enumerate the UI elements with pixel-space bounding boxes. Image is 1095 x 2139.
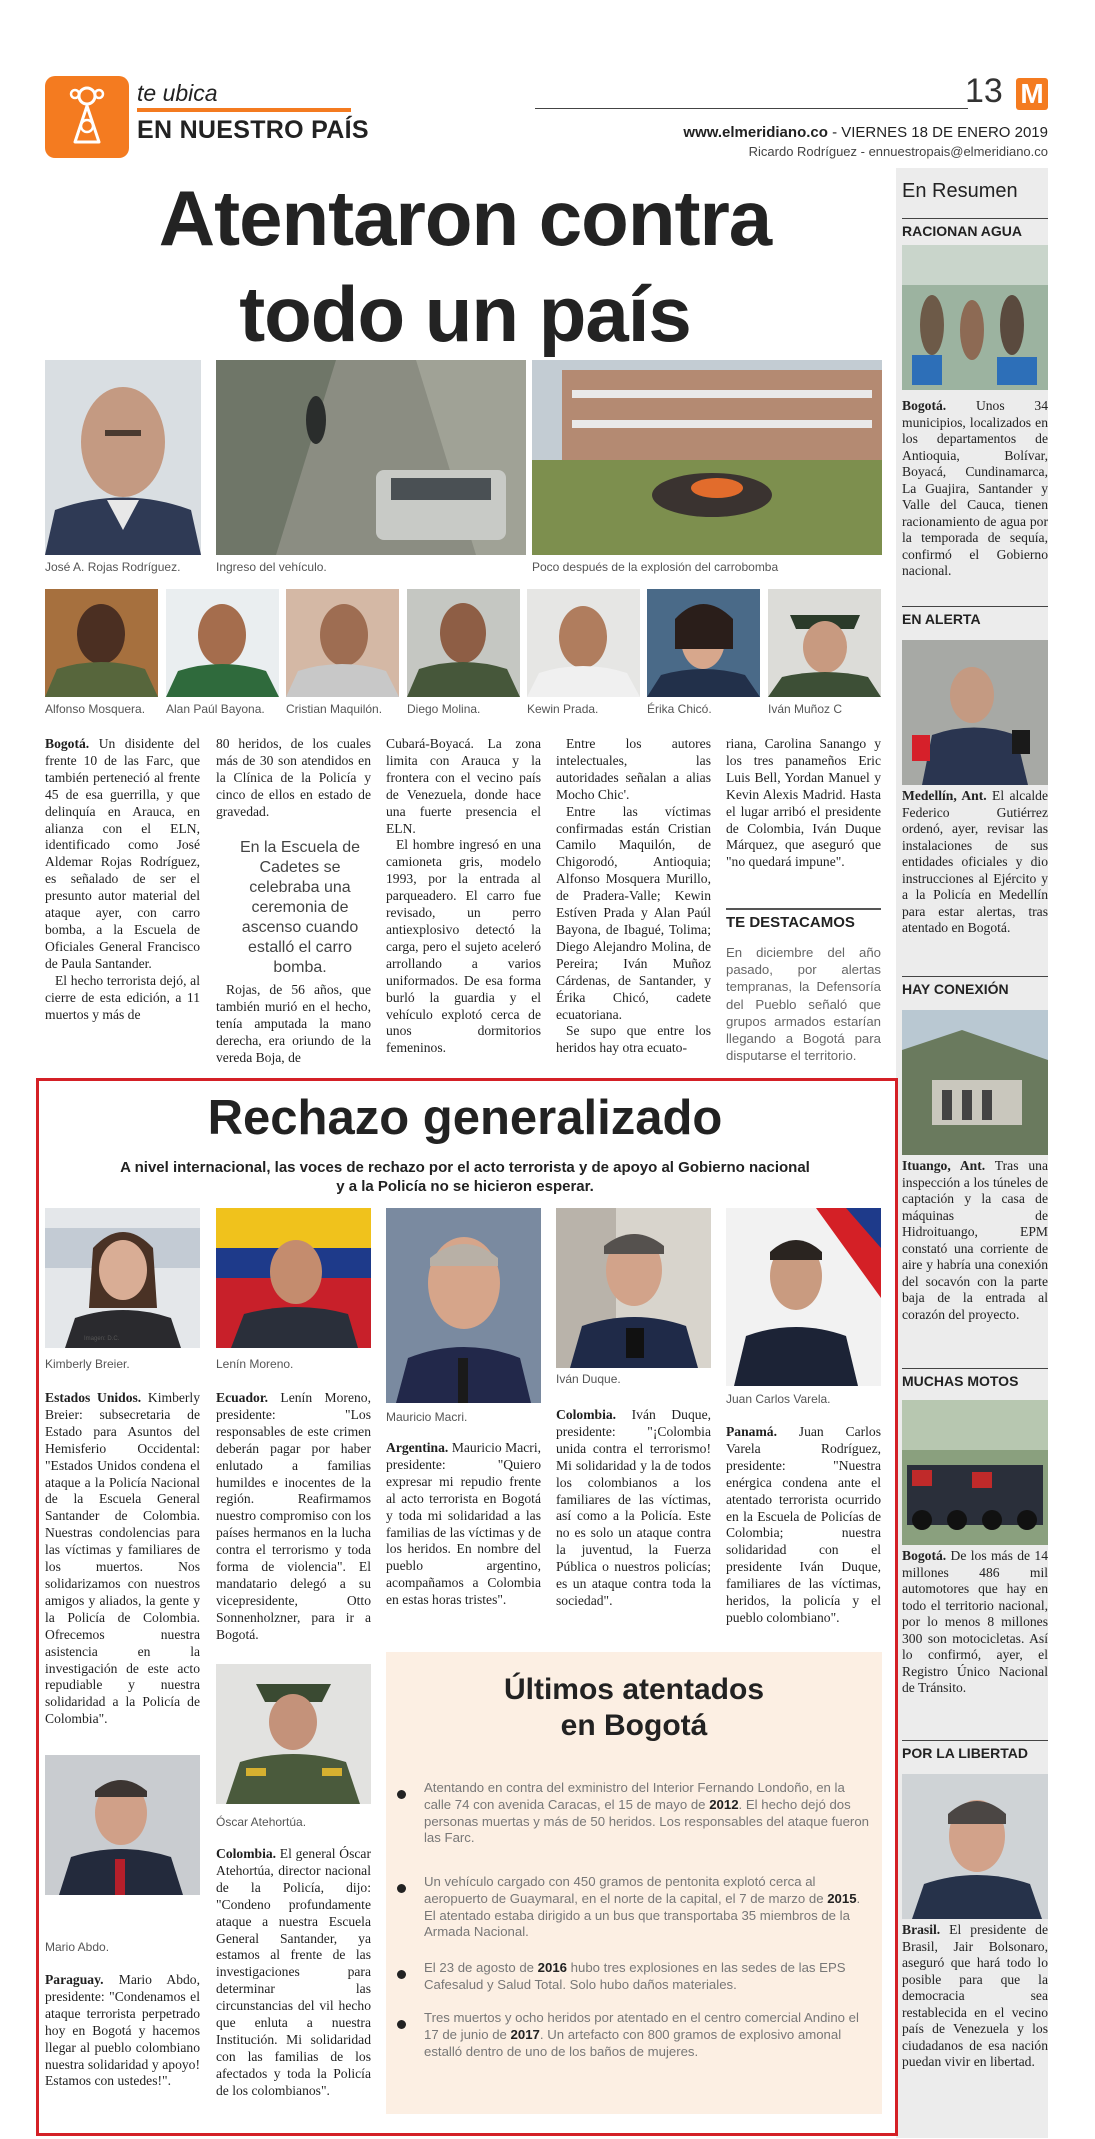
sidebar-text — [902, 1922, 1048, 2071]
article-column-3 — [386, 736, 541, 1057]
item-year: 2017 — [510, 2026, 540, 2042]
sidebar-heading: MUCHAS MOTOS — [902, 1368, 1048, 1389]
paragraph: El presidente de Brasil, Jair Bolsonaro, aseguró que hará todo lo posible para que la democracia sea restablecida en el vecino país de Venezuela y los ciudadanos de esa nación puedan vivir en libertad. — [902, 1922, 1048, 2069]
statement: Juan Carlos Varela Rodríguez, presidente: "Nuestra enérgica condena ante el atentado terrorista ocurrido en la Escuela de Policías de Colombia; nuestra solidaridad con el presidente Iván Duque, familiares de las víctimas, heridos, la policía y el pueblo colombiano". — [726, 1424, 881, 1625]
top-rule — [535, 108, 968, 109]
article-column-4 — [556, 736, 711, 1057]
paragraph: Cubará-Boyacá. La zona limita con Arauca y la frontera con el vecino país de Venezuela, donde hace una fuerte presencia el ELN. — [386, 736, 541, 836]
item-text: . El atentado estaba dirigido a un bus que transportaba 35 miembros de la Armada Nacional. — [424, 1890, 861, 1940]
statement-ecuador — [216, 1390, 371, 1644]
list-item — [424, 1874, 870, 1941]
main-headline — [45, 170, 885, 362]
paragraph: El alcalde Federico Gutiérrez ordenó, ayer, revisar las instalaciones de sus entidades oficiales y dio instrucciones al Ejército y a la Policía en Medellín para estar alertas, tras atentado en Bogotá. — [902, 788, 1048, 935]
item-text: Atentando en contra del exministro del Interior Fernando Londoño, en la calle 74 con avenida Caracas, el 15 de mayo de — [424, 1780, 845, 1812]
pull-quote: En la Escuela de Cadetes se celebraba una ceremonia de ascenso cuando estalló el carro bomba. — [239, 839, 361, 976]
site-date-line — [600, 124, 1048, 141]
headline-line-2: todo un país — [239, 270, 691, 358]
bullet-icon — [397, 1884, 406, 1893]
photo-caption: Ingreso del vehículo. — [216, 560, 327, 574]
paragraph: El hombre ingresó en una camioneta gris, modelo 1993, por la entrada al parqueadero. El carro fue revisado, un perro antiexplosivo detectó la carga, pero el sujeto aceleró arrollando a varios uniformados. De esa forma burló la guardia y el vehículo explotó cerca de unos dormitorios femeninos. — [386, 837, 541, 1056]
list-item — [424, 1960, 870, 1994]
victim-caption: Cristian Maquilón. — [286, 702, 383, 716]
dateline: Bogotá. — [45, 736, 90, 751]
item-text: El 23 de agosto de — [424, 1960, 538, 1975]
paragraph: Se supo que entre los heridos hay otra ecuato- — [556, 1023, 711, 1056]
item-year: 2016 — [537, 1960, 567, 1975]
sidebar-photo-hidroituango — [902, 1010, 1048, 1155]
photo-moreno — [216, 1208, 371, 1348]
victim-photo — [45, 589, 158, 697]
item-text: Un vehículo cargado con 450 gramos de pentonita explotó cerca al aeropuerto de Guaymaral, en el norte de la capital, el 7 de marzo de — [424, 1874, 828, 1906]
statement-colombia-policia — [216, 1846, 371, 2100]
statement-panama — [726, 1424, 881, 1627]
sidebar-text — [902, 398, 1048, 580]
section-kicker: te ubica — [137, 80, 218, 106]
sidebar-photo-water — [902, 245, 1048, 390]
item-text: Tres muertos y ocho heridos por atentado en el centro comercial Andino el 17 de junio de — [424, 2010, 859, 2042]
article-column-2 — [216, 736, 371, 821]
bullet-icon — [397, 1970, 406, 1979]
country: Colombia. — [556, 1407, 617, 1422]
author-line: Ricardo Rodríguez - ennuestropais@elmeridiano.co — [748, 144, 1048, 159]
sidebar-photo-motos — [902, 1400, 1048, 1545]
page-number: 13 — [965, 72, 1003, 110]
leader-caption: Iván Duque. — [556, 1372, 621, 1386]
statement-colombia — [556, 1407, 711, 1610]
sidebar-photo-bolsonaro — [902, 1774, 1048, 1919]
sidebar-heading: EN ALERTA — [902, 606, 1048, 627]
photo-breier — [45, 1208, 200, 1348]
leader-caption: Óscar Atehortúa. — [216, 1815, 307, 1829]
paragraph: Un disidente del frente 10 de las Farc, que también perteneció al frente 45 de esa guerrilla, y que delinquía en Arauca, en alianza con el ELN, identificado como José Aldemar Rojas Rodríguez, es señalado de ser el presunto autor material del ataque ayer, con carro bomba, a la Escuela de Oficiales General Francisco de Paula Santander. — [45, 736, 200, 971]
country: Argentina. — [386, 1440, 449, 1455]
leader-caption: Mauricio Macri. — [386, 1410, 468, 1424]
rechazo-subtitle: A nivel internacional, las voces de rechazo por el acto terrorista y de apoyo al Gobierno nacional y a la Policía no se hicieron esperar. — [120, 1159, 810, 1195]
statement: Mauricio Macri, presidente: "Quiero expresar mi repudio frente al acto terrorista en Bogotá y toda mi solidaridad a las familias de las víctimas y de los heridos. En nombre del pueblo argentino, acompañamos a Colombia en estas horas tristes". — [386, 1440, 541, 1608]
victim-photo — [527, 589, 640, 697]
kicker-rule — [137, 108, 351, 112]
leader-caption: Lenín Moreno. — [216, 1357, 294, 1371]
statement: Kimberly Breier: subsecretaria de Estado para Asuntos del Hemisferio Occidental: "Estados Unidos condena el ataque a la Policía Nacional de la Escuela General Santander de Colombia. Nuestras condolencias para las víctimas y familiares de los muertos. Nos solidarizamos con nuestros amigos y aliados, la gente y la Policía de Colombia. Ofrecemos nuestra asistencia en la investigación de este acto repudiable y nuestra solidaridad a la Policía de Colombia". — [45, 1390, 200, 1727]
victim-caption: Alfonso Mosquera. — [45, 702, 146, 716]
photo-credit: Imagen: D.C. — [84, 1336, 120, 1342]
statement-eeuu — [45, 1390, 200, 1728]
photo-macri — [386, 1208, 541, 1403]
ultimos-title — [386, 1672, 882, 1744]
country: Estados Unidos. — [45, 1390, 142, 1405]
victim-caption: Alan Paúl Bayona. — [166, 702, 265, 716]
item-text: hubo tres explosiones en las sedes de las EPS Cafesalud y Salud Total. Solo hubo daños materiales. — [424, 1960, 846, 1992]
section-title: EN NUESTRO PAÍS — [137, 116, 369, 144]
photo-caption: José A. Rojas Rodríguez. — [45, 560, 181, 574]
sidebar-text — [902, 788, 1048, 937]
photo-varela — [726, 1208, 881, 1386]
sidebar-text — [902, 1548, 1048, 1697]
paragraph: riana, Carolina Sanango y los tres panameños Eric Luis Bell, Yordan Manuel y Kevin Alexis Madrid. Hasta el lugar arribó el presidente de Colombia, Iván Duque Márquez, que aseguró que "no quedará impune". — [726, 736, 881, 870]
victim-photo — [166, 589, 279, 697]
list-item — [424, 1780, 870, 1847]
paragraph: 80 heridos, de los cuales más de 30 son atendidos en la Clínica de la Policía y cinco de ellos en estado de gravedad. — [216, 736, 371, 819]
headline-line-1: Atentaron contra — [158, 174, 772, 262]
victim-caption: Kewin Prada. — [527, 702, 599, 716]
bullet-icon — [397, 2020, 406, 2029]
list-item — [424, 2010, 870, 2060]
statement-argentina — [386, 1440, 541, 1609]
sidebar-heading: RACIONAN AGUA — [902, 218, 1048, 239]
leader-caption: Kimberly Breier. — [45, 1357, 130, 1371]
ultimos-title-line-1: Últimos atentados — [503, 1673, 765, 1706]
photo-caption: Poco después de la explosión del carrobomba — [532, 560, 779, 574]
statement: Iván Duque, presidente: "¡Colombia unida contra el terrorismo! Mi solidaridad y la de todos los colombianos a los familiares de las víctimas, así como a la Policía. Este no es solo un ataque contra la juventud, la Fuerza Pública o nuestros policías; es un ataque contra toda la sociedad". — [556, 1407, 711, 1608]
dateline: Ituango, Ant. — [902, 1158, 986, 1173]
article-column-1 — [45, 736, 200, 1023]
sidebar-photo-alcalde — [902, 640, 1048, 785]
photo-ingreso — [216, 360, 526, 555]
brand-logo: M — [1016, 78, 1048, 110]
victim-caption: Iván Muñoz C — [768, 702, 843, 716]
dateline: Bogotá. — [902, 1548, 947, 1563]
victim-caption: Diego Molina. — [407, 702, 481, 716]
country: Colombia. — [216, 1846, 277, 1861]
paragraph: Entre las víctimas confirmadas están Cristian Camilo Maquilón, de Chigorodó, Antioquia; Alfonso Mosquera Murillo, de Pradera-Valle; Kewin Estíven Prada y Alan Paúl Bayona, de Ibagué, Tolima; Diego Alejandro Molina, de Pereira; Iván Muñoz Cárdenas, de Santander, y Érika Chicó, cadete ecuatoriana. — [556, 803, 711, 1022]
leader-caption: Mario Abdo. — [45, 1940, 110, 1954]
statement: Lenín Moreno, presidente: "Los responsables de este crimen deberán pagar por haber enlutado a familias humildes e inocentes de la región. Reafirmamos nuestro compromiso con los países hermanos en la lucha contra el terrorismo y toda forma de violencia". El mandatario delegó a su vicepresidente, Otto Sonnenholzner, para ir a Bogotá. — [216, 1390, 371, 1642]
item-text: . Un artefacto con 800 gramos de explosivo amonal estalló dentro de uno de los baños de mujeres. — [424, 2026, 842, 2059]
article-column-5 — [726, 736, 881, 871]
dateline: Medellín, Ant. — [902, 788, 987, 803]
article-column-2-cont — [216, 982, 371, 1067]
issue-date: - VIERNES 18 DE ENERO 2019 — [827, 124, 1048, 141]
sidebar-heading: POR LA LIBERTAD — [902, 1740, 1048, 1761]
item-year: 2012 — [709, 1796, 739, 1812]
paragraph: Unos 34 municipios, localizados en los departamentos de Antioquia, Bolívar, Boyacá, Cundinamarca, La Guajira, Santander y Valle del Cauca, tienen racionamiento de agua por la temporada de sequía, confirmó el Gobierno nacional. — [902, 398, 1048, 578]
statement: El general Óscar Atehortúa, director nacional de la Policía, dijo: "Condeno profundamente ataque a nuestra Escuela General Santander, ya estamos al frente de las investigaciones para determinar las circunstancias del vil hecho que enluta a nuestra Institución. Mi solidaridad con las familias de los afectados y toda la Policía de los colombianos". — [216, 1846, 371, 2098]
ultimos-title-line-2: en Bogotá — [560, 1709, 708, 1742]
statement-paraguay — [45, 1972, 200, 2090]
site-url[interactable]: www.elmeridiano.co — [683, 124, 828, 141]
sidebar-title: En Resumen — [902, 180, 1018, 202]
section-logo — [45, 76, 129, 158]
photo-rojas — [45, 360, 201, 555]
victim-photo — [647, 589, 760, 697]
country: Panamá. — [726, 1424, 777, 1439]
country: Ecuador. — [216, 1390, 268, 1405]
country: Paraguay. — [45, 1972, 104, 1987]
bullet-icon — [397, 1790, 406, 1799]
paragraph: Entre los autores intelectuales, las autoridades señalan a alias Mocho Chic'. — [556, 736, 711, 802]
paragraph: El hecho terrorista dejó, al cierre de esta edición, a 11 muertos y más de — [45, 972, 200, 1022]
victim-photo — [286, 589, 399, 697]
victim-caption: Érika Chicó. — [647, 702, 712, 716]
item-text: . El hecho dejó dos personas muertas y más de 50 heridos. Los responsables del ataque fueron las Farc. — [424, 1796, 869, 1846]
statement: Mario Abdo, presidente: "Condenamos el ataque terrorista perpetrado hoy en Bogotá y hacemos llegar al pueblo colombiano nuestra solidaridad y apoyo! Estamos con ustedes!". — [45, 1972, 200, 2089]
dateline: Bogotá. — [902, 398, 947, 413]
rechazo-title: Rechazo generalizado — [207, 1091, 723, 1145]
victim-photo — [768, 589, 881, 697]
leader-caption: Juan Carlos Varela. — [726, 1392, 831, 1406]
photo-explosion — [532, 360, 882, 555]
photo-abdo — [45, 1755, 200, 1895]
photo-duque — [556, 1208, 711, 1368]
paragraph: De los más de 14 millones 486 mil automotores que hay en todo el territorio nacional, por lo menos 8 millones 300 son motocicletas. Así lo confirmó, ayer, el Registro Único Nacional de Tránsito. — [902, 1548, 1048, 1695]
photo-atehortua — [216, 1664, 371, 1804]
victim-photo — [407, 589, 520, 697]
sidebar-text — [902, 1158, 1048, 1323]
paragraph: Rojas, de 56 años, que también murió en el hecho, tenía amputada la mano derecha, era oriundo de la vereda Boja, de — [216, 982, 371, 1065]
destacamos-text: En diciembre del año pasado, por alertas tempranas, la Defensoría del Pueblo señaló que grupos armados estarían llegando a Bogotá para disputarse el territorio. — [726, 945, 881, 1064]
compass-figure-icon — [45, 76, 129, 158]
destacamos-heading: TE DESTACAMOS — [726, 908, 881, 931]
paragraph: Tras una inspección a los túneles de captación y la casa de máquinas de Hidroituango, EPM constató una corriente de aire y habría una conexión del socavón con la parte baja de la entrada al corazón del proyecto. — [902, 1158, 1048, 1322]
sidebar-heading: HAY CONEXIÓN — [902, 976, 1048, 997]
item-year: 2015 — [827, 1890, 857, 1906]
dateline: Brasil. — [902, 1922, 941, 1937]
